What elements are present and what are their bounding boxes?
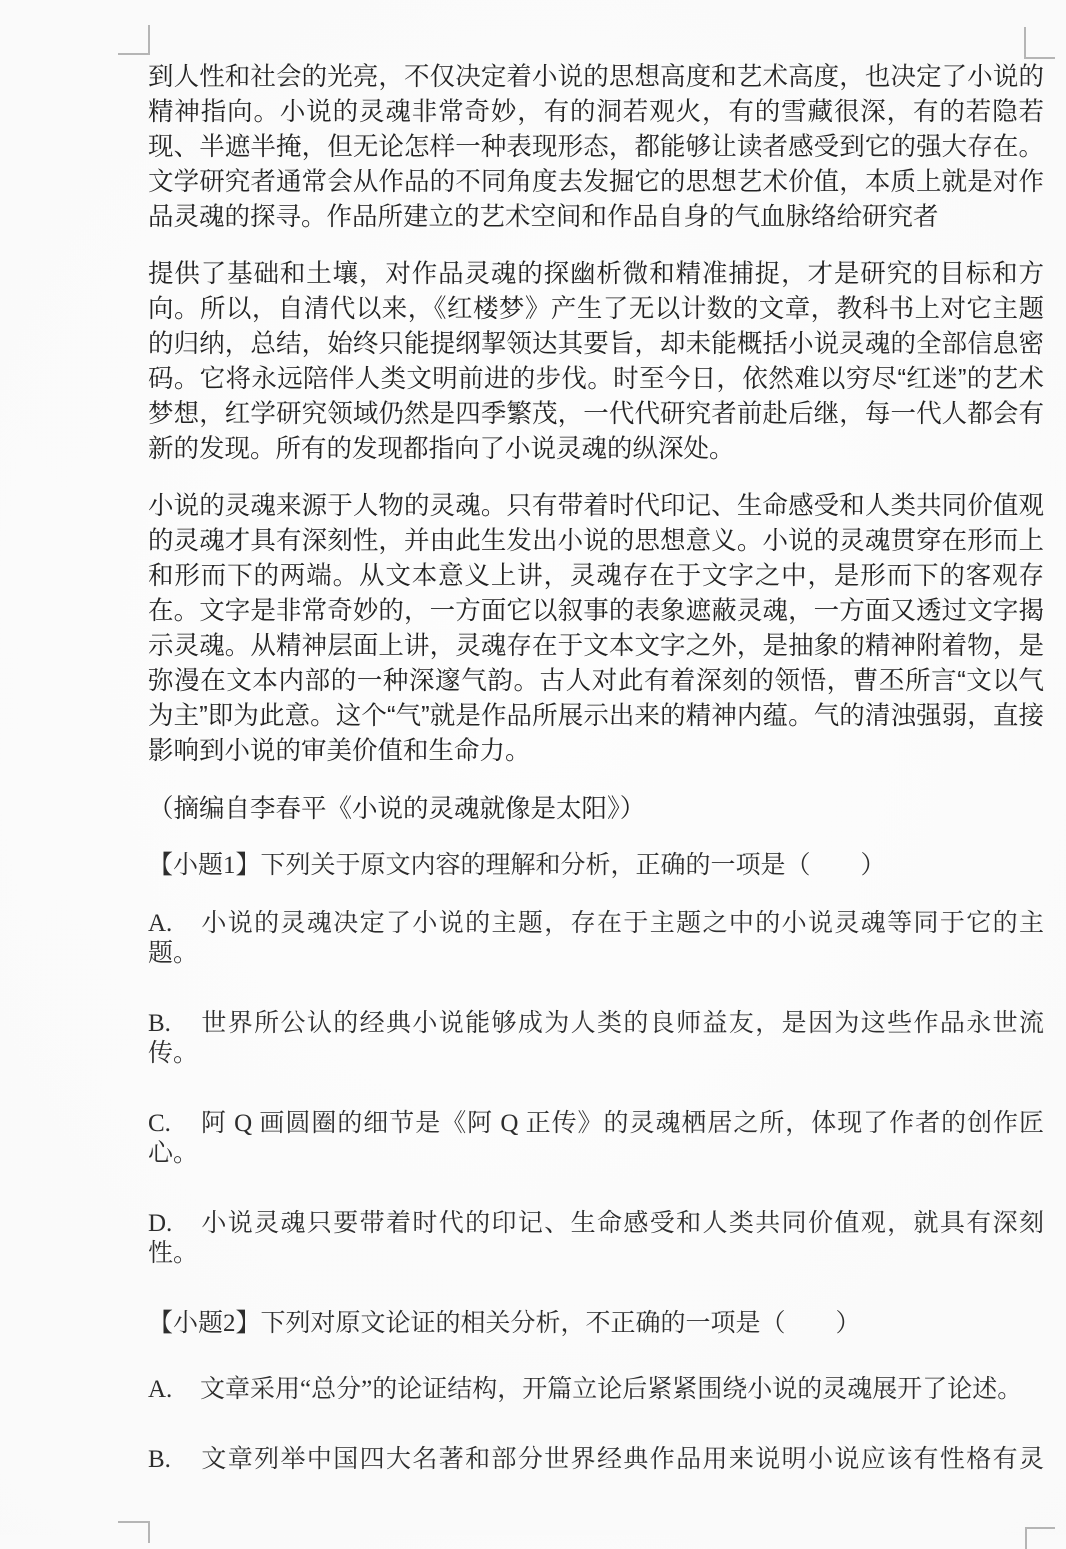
question-1-option-a (148, 909, 1044, 969)
option-label: D. (148, 1210, 173, 1237)
option-label: C. (148, 1110, 171, 1137)
question-1-stem: 【小题1】下列关于原文内容的理解和分析，正确的一项是（ ） (148, 852, 886, 879)
question-1-option-b (148, 1009, 1044, 1069)
article-paragraph-2: 提供了基础和土壤，对作品灵魂的探幽析微和精准捕捉，才是研究的目标和方向。所以，自清代以来，《红楼梦》产生了无以计数的文章，教科书上对它主题的归纳，总结，始终只能提纲挈领达其要旨，却未能概括小说灵魂的全部信息密码。它将永远陪伴人类文明前进的步伐。时至今日，依然难以穷尽“红迷”的艺术梦想，红学研究领域仍然是四季繁茂，一代代研究者前赴后继，每一代人都会有新的发现。所有的发现都指向了小说灵魂的纵深处。 (148, 260, 1044, 463)
option-text: 小说灵魂只要带着时代的印记、生命感受和人类共同价值观，就具有深刻性。 (148, 1210, 1044, 1267)
option-text: 阿 Q 画圆圈的细节是《阿 Q 正传》的灵魂栖居之所，体现了作者的创作匠心。 (148, 1110, 1044, 1167)
option-label: A. (148, 910, 173, 937)
article-paragraph-1: 到人性和社会的光亮，不仅决定着小说的思想高度和艺术高度，也决定了小说的精神指向。小说的灵魂非常奇妙，有的洞若观火，有的雪藏很深，有的若隐若现、半遮半掩，但无论怎样一种表现形态，都能够让读者感受到它的强大存在。文学研究者通常会从作品的不同角度去发掘它的思想艺术价值，本质上就是对作品灵魂的探寻。作品所建立的艺术空间和作品自身的气血脉络给研究者 (148, 63, 1044, 231)
question-2-option-a (148, 1375, 1044, 1405)
crop-mark-bottom-right (1025, 1527, 1055, 1549)
crop-mark-bottom-left (118, 1521, 150, 1543)
page-content (148, 60, 1044, 1515)
crop-mark-top-right (1024, 27, 1055, 59)
option-text: 文章列举中国四大名著和部分世界经典作品用来说明小说应该有性格有灵 (200, 1446, 1044, 1473)
source-citation: （摘编自李春平《小说的灵魂就像是太阳》） (148, 795, 646, 823)
crop-mark-top-left (118, 25, 150, 55)
option-label: A. (148, 1376, 173, 1403)
question-2-option-b (148, 1445, 1044, 1475)
option-text: 文章采用“总分”的论证结构，开篇立论后紧紧围绕小说的灵魂展开了论述。 (200, 1376, 1023, 1403)
question-section (148, 851, 1044, 1475)
question-1-option-c (148, 1109, 1044, 1169)
question-2-stem: 【小题2】下列对原文论证的相关分析，不正确的一项是（ ） (148, 1310, 861, 1337)
option-label: B. (148, 1010, 171, 1037)
article-paragraph-3: 小说的灵魂来源于人物的灵魂。只有带着时代印记、生命感受和人类共同价值观的灵魂才具有深刻性，并由此生发出小说的思想意义。小说的灵魂贯穿在形而上和形而下的两端。从文本意义上讲，灵魂存在于文字之中，是形而下的客观存在。文字是非常奇妙的，一方面它以叙事的表象遮蔽灵魂，一方面又透过文字揭示灵魂。从精神层面上讲，灵魂存在于文本文字之外，是抽象的精神附着物，是弥漫在文本内部的一种深邃气韵。古人对此有着深刻的领悟，曹丕所言“文以气为主”即为此意。这个“气”就是作品所展示出来的精神内蕴。气的清浊强弱，直接影响到小说的审美价值和生命力。 (148, 492, 1044, 765)
option-text: 世界所公认的经典小说能够成为人类的良师益友，是因为这些作品永世流传。 (148, 1010, 1044, 1067)
question-1-option-d (148, 1209, 1044, 1269)
option-text: 小说的灵魂决定了小说的主题，存在于主题之中的小说灵魂等同于它的主题。 (148, 910, 1044, 967)
option-label: B. (148, 1446, 171, 1473)
